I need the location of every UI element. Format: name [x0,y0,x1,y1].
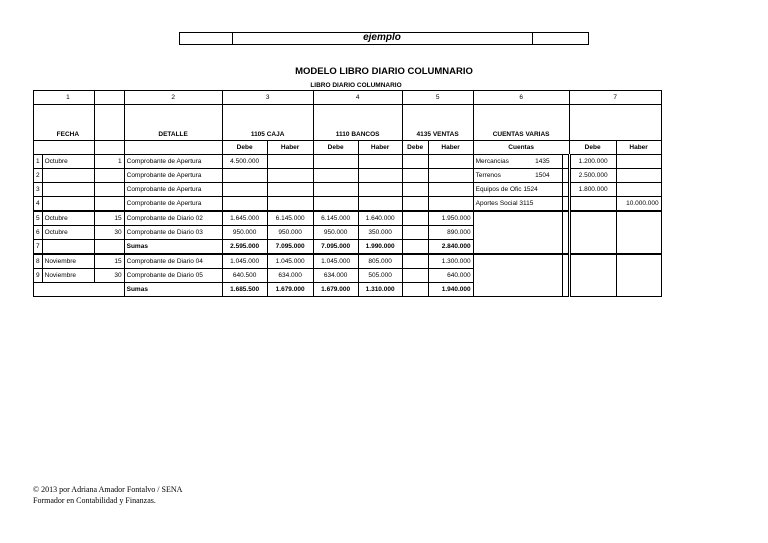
fecha-header: FECHA [42,105,94,141]
debe-header: Debe [402,141,428,155]
col-number: 6 [473,91,569,105]
detalle-header: DETALLE [124,105,222,141]
column-number-row [34,91,662,105]
haber-header: Haber [616,141,661,155]
col-number: 1 [42,91,94,105]
table-row: 9 Noviembre 30 Comprobante de Diario 05 640.500 634.000 634.000 505.000 640.000 [34,269,662,283]
sum-row: Sumas 1.685.500 1.679.000 1.679.000 1.310.000 1.940.000 [34,283,662,297]
haber-header: Haber [267,141,313,155]
debe-header: Debe [313,141,358,155]
copyright-line: © 2013 por Adriana Amador Fontalvo / SENA [33,485,183,494]
debe-header: Debe [569,141,616,155]
ventas-header: 4135 VENTAS [402,105,473,141]
haber-header: Haber [358,141,402,155]
table-row: 4 Comprobante de Apertura Aportes Social 3115 10.000.000 [34,197,662,212]
debe-header: Debe [222,141,267,155]
haber-header: Haber [428,141,473,155]
page-subtitle: LIBRO DIARIO COLUMNARIO [310,82,402,89]
copyright-footer [33,484,182,506]
example-banner [179,32,589,45]
varias-header: CUENTAS VARIAS [473,105,569,141]
page-title: MODELO LIBRO DIARIO COLUMNARIO [295,66,473,77]
table-row: 1 Octubre 1 Comprobante de Apertura 4.500.000 Mercancias 1435 1.200.000 [34,155,662,169]
sum-row: 7 Sumas 2.595.000 7.095.000 7.095.000 1.990.000 2.840.000 [34,240,662,255]
col-number: 4 [313,91,402,105]
journal-table [33,90,662,297]
table-row: 2 Comprobante de Apertura Terrenos 1504 2.500.000 [34,169,662,183]
caja-header: 1105 CAJA [222,105,313,141]
bancos-header: 1110 BANCOS [313,105,402,141]
col-number: 7 [569,91,661,105]
col-number: 5 [402,91,473,105]
author-line: Formador en Contabilidad y Finanzas. [33,496,156,505]
table-row: 5 Octubre 15 Comprobante de Diario 02 1.645.000 6.145.000 6.145.000 1.640.000 1.950.000 [34,211,662,226]
table-row: 8 Noviembre 15 Comprobante de Diario 04 1.045.000 1.045.000 1.045.000 805.000 1.300.000 [34,254,662,269]
col-number: 3 [222,91,313,105]
cuentas-header: Cuentas [473,141,569,155]
header-row [34,105,662,141]
subheader-row [34,141,662,155]
table-row: 3 Comprobante de Apertura Equipos de Ofic 1524 1.800.000 [34,183,662,197]
col-number: 2 [124,91,222,105]
example-label: ejemplo [363,32,401,43]
table-row: 6 Octubre 30 Comprobante de Diario 03 950.000 950.000 950.000 350.000 890.000 [34,226,662,240]
